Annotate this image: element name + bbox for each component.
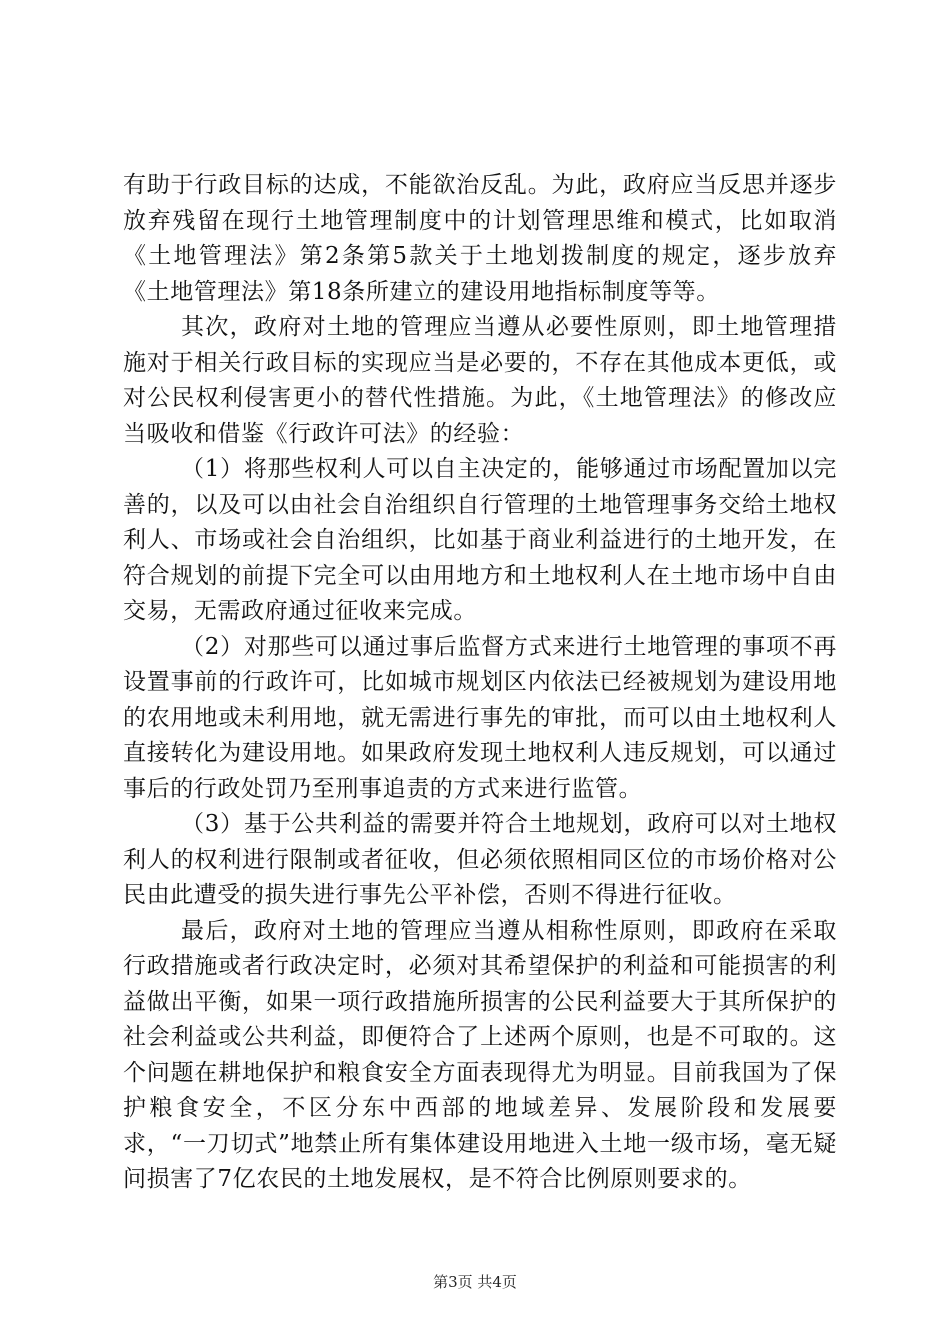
paragraph-proportionality-principle: 最后，政府对土地的管理应当遵从相称性原则，即政府在采取行政措施或者行政决定时，必须对其希望保护的利益和可能损害的利益做出平衡，如果一项行政措施所损害的公民利益要大于其所保护的社会利益或公共利益，即便符合了上述两个原则，也是不可取的。这个问题在耕地保护和粮食安全方面表现得尤为明显。目前我国为了保护粮食安全，不区分东中西部的地域差异、发展阶段和发展要求，“一刀切式”地禁止所有集体建设用地进入土地一级市场，毫无疑问损害了7亿农民的土地发展权，是不符合比例原则要求的。: [123, 917, 837, 1192]
page-number: 第3页 共4页: [433, 1273, 517, 1291]
paragraph-item-2: （2）对那些可以通过事后监督方式来进行土地管理的事项不再设置事前的行政许可，比如城市规划区内依法已经被规划为建设用地的农用地或未利用地，就无需进行事先的审批，而可以由土地权利人直接转化为建设用地。如果政府发现土地权利人违反规划，可以通过事后的行政处罚乃至刑事追责的方式来进行监管。: [123, 633, 837, 802]
document-body: [123, 168, 837, 1198]
paragraph-item-1: （1）将那些权利人可以自主决定的，能够通过市场配置加以完善的，以及可以由社会自治组织自行管理的土地管理事务交给土地权利人、市场或社会自治组织，比如基于商业利益进行的土地开发，在符合规划的前提下完全可以由用地方和土地权利人在土地市场中自由交易，无需政府通过征收来完成。: [123, 456, 837, 624]
paragraph-item-3: （3）基于公共利益的需要并符合土地规划，政府可以对土地权利人的权利进行限制或者征收，但必须依照相同区位的市场价格对公民由此遭受的损失进行事先公平补偿，否则不得进行征收。: [123, 811, 837, 908]
paragraph-necessity-principle: 其次，政府对土地的管理应当遵从必要性原则，即土地管理措施对于相关行政目标的实现应当是必要的，不存在其他成本更低，或对公民权利侵害更小的替代性措施。为此，《土地管理法》的修改应当吸收和借鉴《行政许可法》的经验：: [123, 314, 837, 447]
page-footer: [0, 1271, 950, 1292]
paragraph-continuation: 有助于行政目标的达成，不能欲治反乱。为此，政府应当反思并逐步放弃残留在现行土地管理制度中的计划管理思维和模式，比如取消《土地管理法》第2条第5款关于土地划拨制度的规定，逐步放弃《土地管理法》第18条所建立的建设用地指标制度等等。: [123, 172, 837, 305]
